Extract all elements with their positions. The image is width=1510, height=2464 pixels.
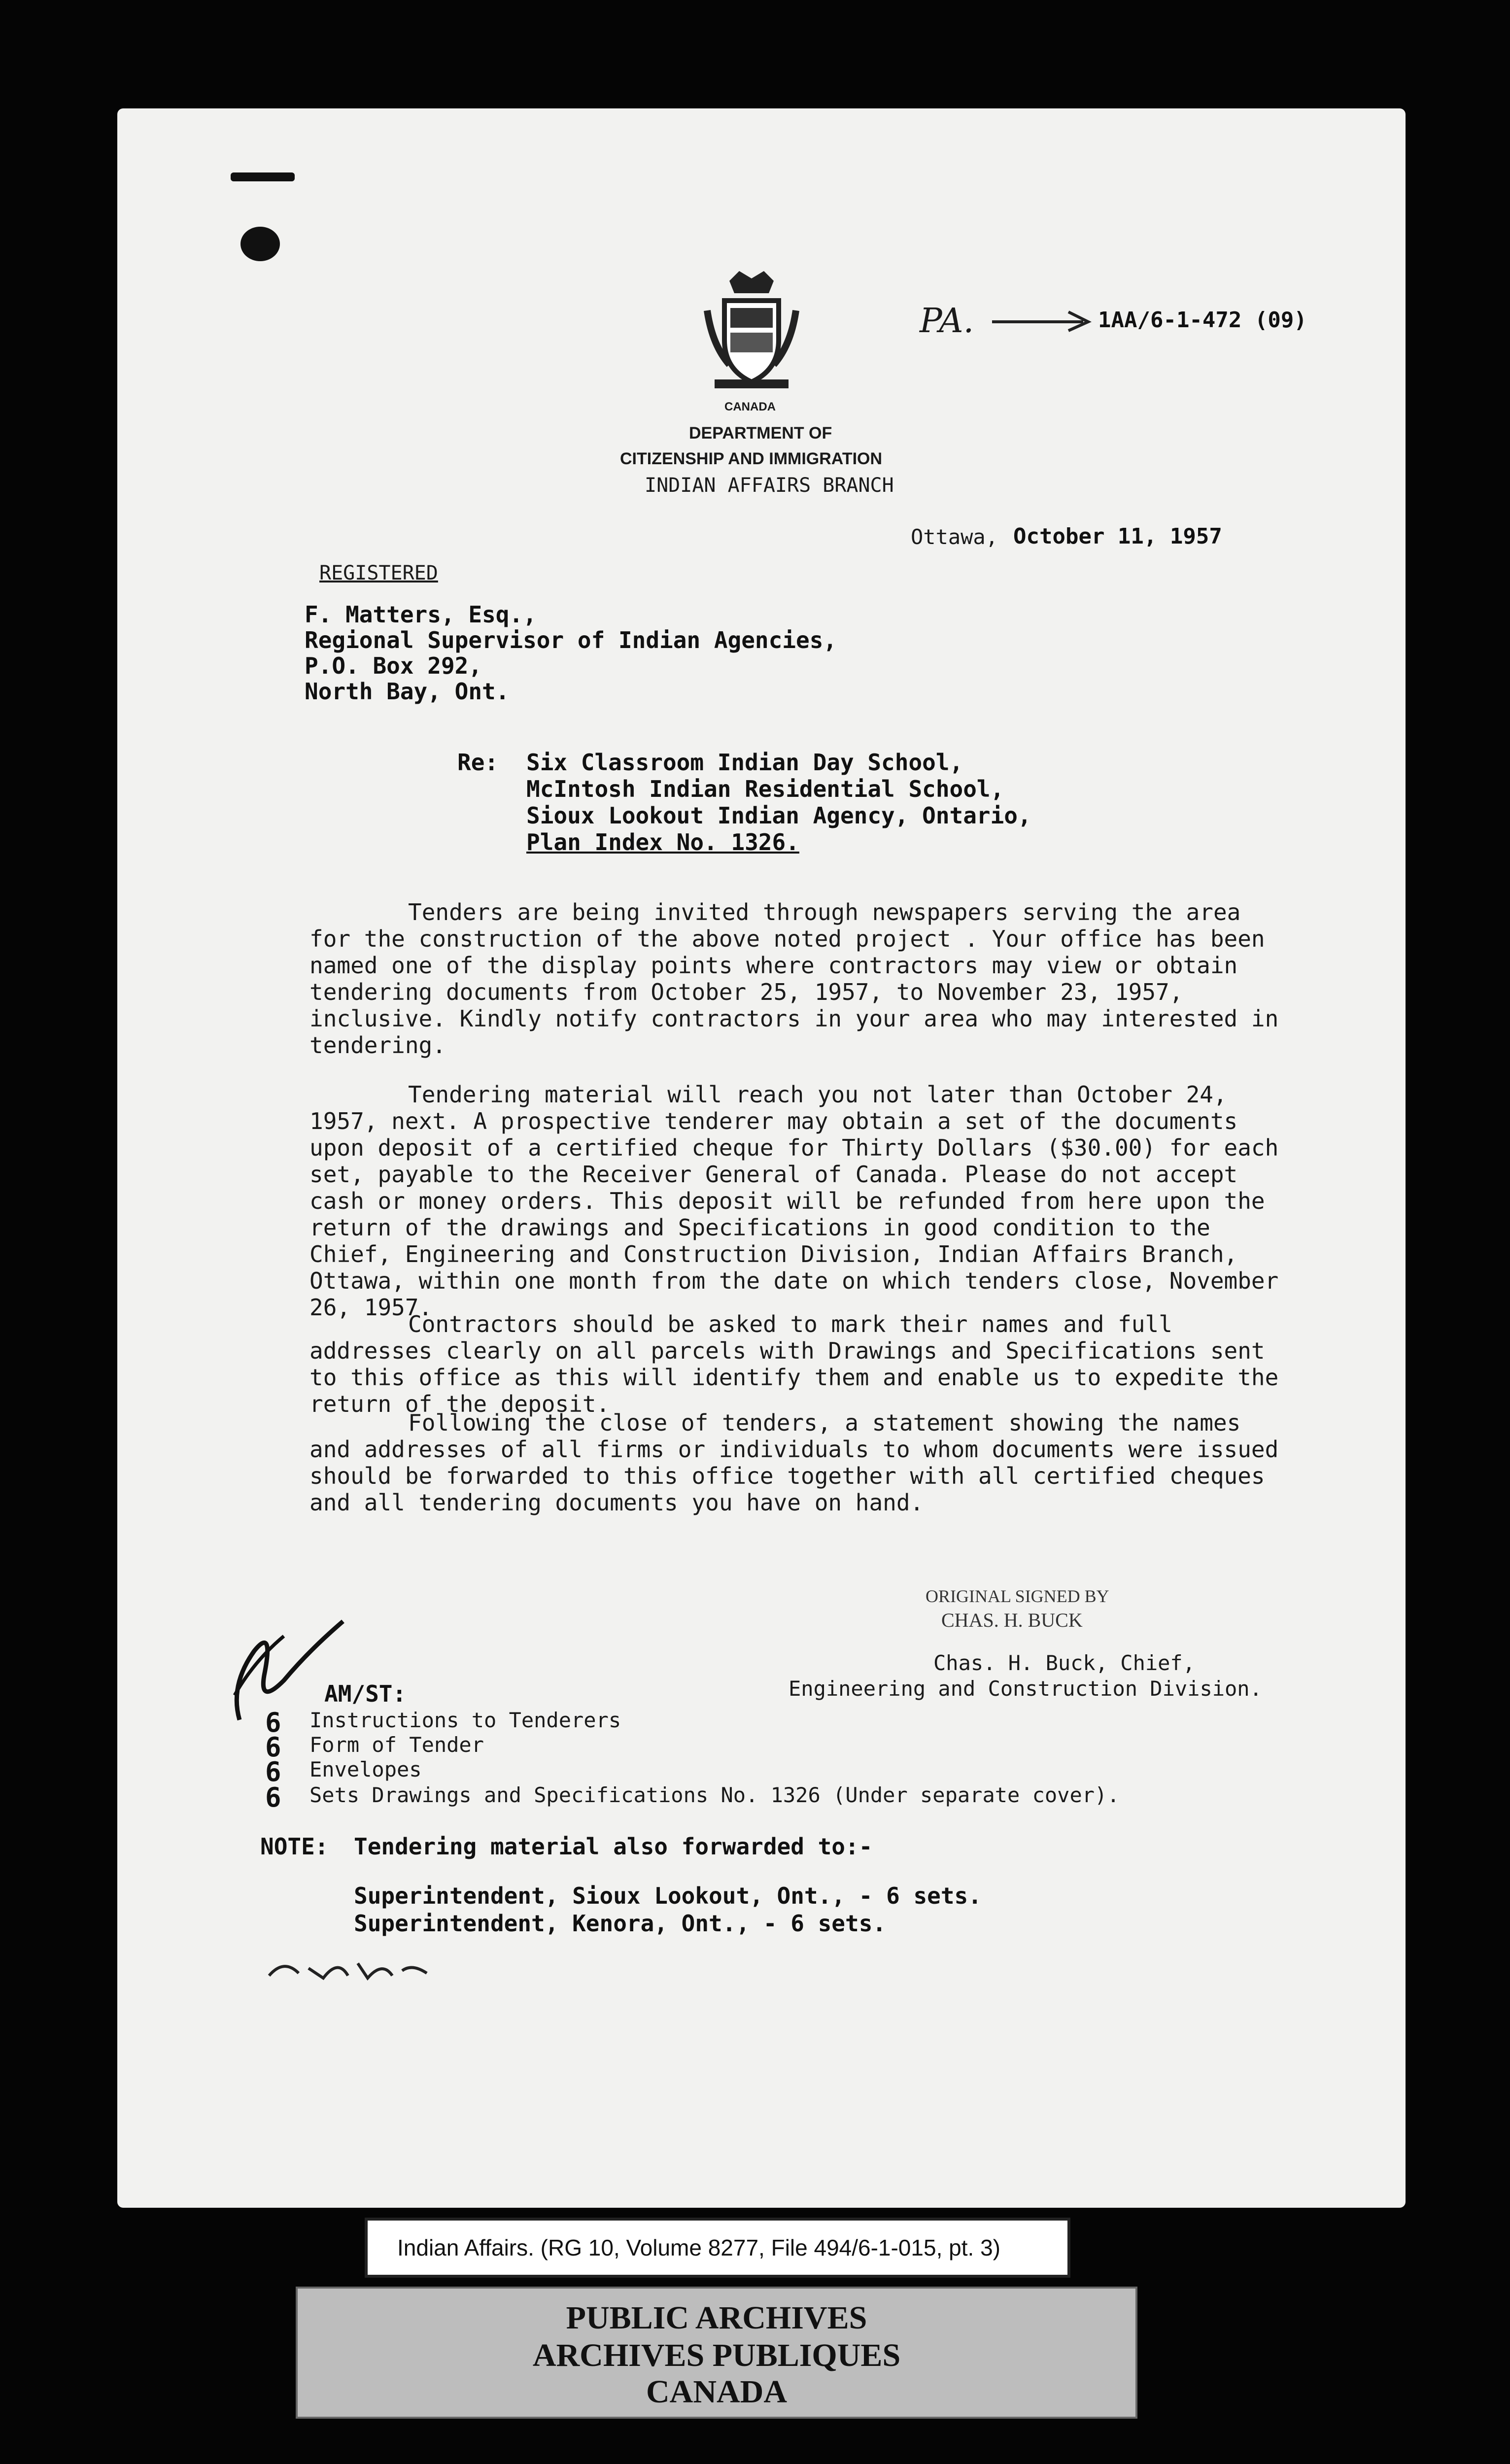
staple-mark	[231, 172, 295, 181]
department-line-2: CITIZENSHIP AND IMMIGRATION	[620, 449, 883, 468]
branch-name: INDIAN AFFAIRS BRANCH	[645, 474, 894, 497]
signer-division: Engineering and Construction Division.	[789, 1677, 1262, 1701]
coat-of-arms-icon	[700, 266, 803, 394]
punch-hole	[240, 227, 280, 261]
addressee-line-2: Regional Supervisor of Indian Agencies,	[305, 627, 837, 653]
re-line-3: Sioux Lookout Indian Agency, Ontario,	[526, 802, 1031, 829]
enclosure-qty: 6	[265, 1732, 281, 1763]
department-line-1: DEPARTMENT OF	[689, 424, 832, 443]
signature-stamp-line-1: ORIGINAL SIGNED BY	[926, 1586, 1109, 1606]
arrow-icon	[990, 308, 1093, 333]
re-line-4: Plan Index No. 1326.	[526, 829, 799, 856]
signature-stamp-line-2: CHAS. H. BUCK	[941, 1609, 1083, 1631]
letter-page	[117, 108, 1406, 2208]
addressee-line-4: North Bay, Ont.	[305, 678, 510, 705]
note-line-2: Superintendent, Kenora, Ont., - 6 sets.	[354, 1910, 887, 1937]
archive-line-3: CANADA	[646, 2374, 787, 2410]
paragraph-3: Contractors should be asked to mark their names and full addresses clearly on all parcels with Drawings and Specifications sent to this office as this will identify them and enable us to expedite the return of the deposit.	[309, 1311, 1279, 1417]
note-text: Tendering material also forwarded to:-	[354, 1833, 873, 1860]
archive-line-2: ARCHIVES PUBLIQUES	[532, 2337, 901, 2373]
handwritten-pa-note: PA.	[920, 302, 974, 341]
enclosure-item: Instructions to Tenderers	[309, 1708, 621, 1732]
enclosure-item: Sets Drawings and Specifications No. 1326 (Under separate cover).	[309, 1783, 1120, 1807]
archive-caption-strip	[365, 2218, 1070, 2278]
re-line-2: McIntosh Indian Residential School,	[526, 776, 1004, 802]
addressee-line-1: F. Matters, Esq.,	[305, 601, 537, 628]
letter-date: October 11, 1957	[1013, 524, 1222, 549]
enclosure-qty: 6	[265, 1756, 281, 1787]
archive-line-1: PUBLIC ARCHIVES	[566, 2300, 867, 2336]
typist-initials: AM/ST:	[324, 1680, 407, 1707]
enclosure-item: Form of Tender	[309, 1733, 484, 1757]
handwritten-initials	[264, 1949, 432, 1988]
enclosure-qty: 6	[265, 1707, 281, 1738]
re-label: Re:	[457, 749, 499, 776]
re-line-1: Six Classroom Indian Day School,	[526, 749, 963, 776]
note-label: NOTE:	[260, 1833, 329, 1860]
paragraph-2: Tendering material will reach you not later than October 24, 1957, next. A prospective tenderer may obtain a set of the documents upon deposit of a certified cheque for Thirty Dollars ($30.00) for each set, payable to the Receiver General of Canada. Please do not accept cash or money orders. This deposit will be refunded from here upon the return of the drawings and Specifications in good condition to the Chief, Engineering and Construction Division, Indian Affairs Branch, Ottawa, within one month from the date on which tenders close, November 26, 1957.	[309, 1081, 1279, 1321]
note-line-1: Superintendent, Sioux Lookout, Ont., - 6 sets.	[354, 1882, 982, 1909]
addressee-line-3: P.O. Box 292,	[305, 652, 482, 679]
place: Ottawa,	[911, 525, 998, 549]
archive-stamp	[296, 2287, 1137, 2419]
paragraph-1: Tenders are being invited through newspapers serving the area for the construction of the above noted project . Your office has been named one of the display points where contractors may view or obtain tendering documents from October 25, 1957, to November 23, 1957, inclusive. Kindly notify contractors in your area who may interested in tendering.	[309, 899, 1279, 1059]
registered-mark: REGISTERED	[319, 562, 438, 584]
file-reference: 1AA/6-1-472 (09)	[1098, 308, 1307, 333]
enclosure-qty: 6	[265, 1782, 281, 1813]
signer-name: Chas. H. Buck, Chief,	[933, 1651, 1196, 1675]
crest-label: CANADA	[724, 400, 776, 413]
enclosure-item: Envelopes	[309, 1757, 422, 1781]
archive-caption: Indian Affairs. (RG 10, Volume 8277, File 494/6-1-015, pt. 3)	[397, 2235, 1000, 2260]
paragraph-4: Following the close of tenders, a statement showing the names and addresses of all firms or individuals to whom documents were issued should be forwarded to this office together with all certified cheques and all tendering documents you have on hand.	[309, 1409, 1279, 1516]
